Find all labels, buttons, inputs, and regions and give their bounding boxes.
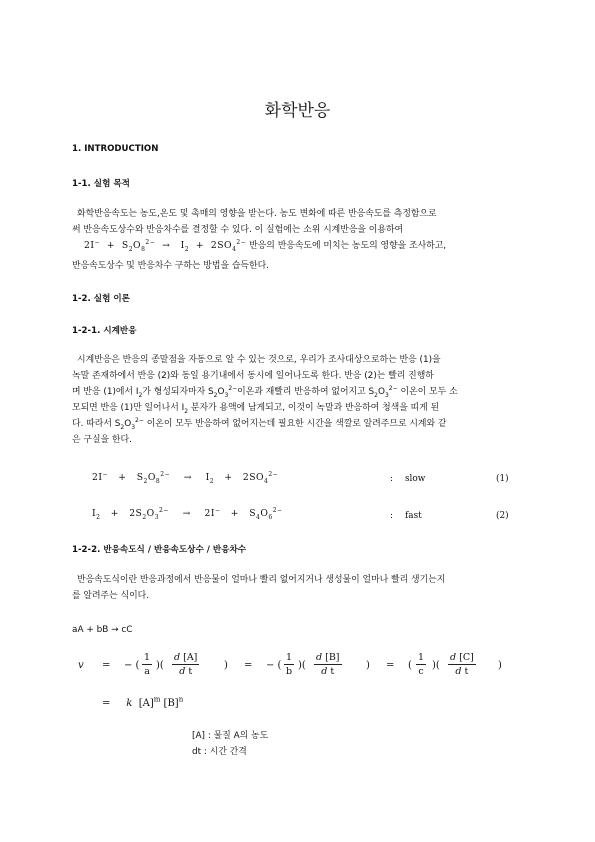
page-title: 화학반응 [264, 101, 331, 121]
clock-line-5: 다. 따라서 $S_2O_3^{2-}$ 이온이 모두 반응하여 없어지는데 필요한 시간을 색깔로 알려주므로 시계와 같 [72, 417, 447, 431]
clock-line-5b: 이온이 모두 반응하여 없어지는데 필요한 시간을 색깔로 알려주므로 시계와 같 [143, 419, 447, 429]
equals-sign-1: = [102, 660, 111, 671]
clock-line-3c: 이온과 재빨리 반응하여 없어지고 S [237, 387, 375, 397]
paren-close-a: ) [224, 660, 228, 671]
minus-open-a: − ( [124, 660, 140, 671]
paren-close-b: ) [366, 660, 370, 671]
section-heading-theory: 1-2. 실험 이론 [72, 294, 130, 304]
reaction-1-colon: : [390, 474, 393, 484]
reaction-2-colon: : [390, 511, 393, 521]
fraction-1-over-a: $\frac{1}{a}$ [144, 652, 151, 677]
fraction-dB-dt: $\frac{d [B]}{\text{d t}}$ [316, 652, 340, 677]
purpose-line-1: 화학반응속도는 농도,온도 및 촉매의 영향을 받는다. 농도 변화에 따른 반응속도를 측정함으로 [77, 209, 437, 219]
equals-sign-3: = [386, 660, 395, 671]
clock-line-1: 시계반응은 반응의 종말점을 자동으로 알 수 있는 것으로, 우리가 조사대상으로하는 반응 (1)을 [77, 355, 441, 365]
fraction-dC-dt: $\frac{d [C]}{\text{d t}}$ [450, 652, 474, 677]
section-heading-rate-law: 1-2-2. 반응속도식 / 반응속도상수 / 반응차수 [72, 545, 247, 555]
fraction-dA-dt: $\frac{d [A]}{\text{d t}}$ [174, 652, 198, 677]
minus-open-b: − ( [266, 660, 282, 671]
clock-line-4: 모되면 반응 (1)만 일어나서 $I_2$ 분자가 용액에 남게되고, 이것이 녹말과 반응하여 청색을 띠게 된 [72, 403, 440, 415]
paren-close-open-b: )( [298, 660, 306, 671]
fraction-1-over-b: $\frac{1}{b}$ [285, 652, 293, 677]
rate-line-1: 반응속도식이란 반응과정에서 반응물이 얼마나 빨리 없어지거나 생성물이 얼마나 빨리 생기는지 [77, 575, 446, 585]
clock-line-3: 며 반응 (1)에서 $I_2$가 형성되자마자 $S_2O_3^{2-}$이온과 재빨리 반응하여 없어지고 $S_2O_3^{2-}$ 이온이 모두 소 [72, 385, 458, 399]
rate-line-2: 를 알려주는 식이다. [72, 591, 150, 601]
fraction-1-over-c: $\frac{1}{c}$ [418, 652, 425, 677]
clock-line-3a: 며 반응 (1)에서 I [72, 387, 139, 397]
reaction-1-label: (1) [496, 474, 509, 484]
general-reaction: aA + bB → cC [72, 625, 133, 635]
purpose-line-2b: 반응의 반응속도에 미치는 농도의 영향을 조사하고, [249, 241, 447, 251]
clock-line-5a: 다. 따라서 S [72, 419, 121, 429]
section-heading-purpose: 1-1. 실험 목적 [72, 179, 130, 189]
definition-time: dt : 시간 간격 [192, 747, 247, 757]
reaction-2-speed: fast [405, 511, 422, 521]
clock-line-3b: 가 형성되자마자 S [142, 387, 214, 397]
clock-line-6: 은 구실을 한다. [72, 435, 132, 445]
reaction-2-label: (2) [496, 511, 509, 521]
paren-close-open-c: )( [432, 660, 440, 671]
clock-line-3d: 이온이 모두 소 [397, 387, 458, 397]
section-heading-clock-reaction: 1-2-1. 시계반응 [72, 326, 137, 336]
reaction-1-speed: slow [405, 474, 426, 484]
clock-line-4a: 모되면 반응 (1)만 일어나서 I [72, 403, 185, 413]
purpose-equation: $2I^- + S_2O_8^{2-} \to I_2 + 2SO_4^{2-}$ 반응의 반응속도에 미치는 농도의 영향을 조사하고, [84, 238, 447, 253]
clock-line-2: 녹말 존재하에서 반응 (2)와 동일 용기내에서 동시에 일어나도록 한다. 반응 (2)는 빨리 진행하 [72, 371, 434, 381]
reaction-1-equation: $2I^- + S_2O_8^{2-}$ → $I_2 + 2SO_4^{2-}$ [92, 470, 279, 485]
clock-line-4b: 분자가 용액에 남게되고, 이것이 녹말과 반응하여 청색을 띠게 된 [188, 403, 440, 413]
definition-concentration: [A] : 물질 A의 농도 [192, 731, 269, 741]
rate-symbol-v: v [78, 660, 84, 671]
paren-close-open-a: )( [156, 660, 164, 671]
paren-close-c: ) [498, 660, 502, 671]
equals-sign-2: = [244, 660, 253, 671]
section-heading-introduction: 1. INTRODUCTION [72, 144, 159, 154]
reaction-2-equation: $I_2 + 2S_2O_3^{2-}$ → $2I^- + S_4O_6^{2-}$ [92, 506, 283, 521]
open-c: ( [408, 660, 412, 671]
purpose-line-2: 써 반응속도상수와 반응차수를 결정할 수 있다. 이 실험에는 소위 시계반응을 이용하여 [72, 225, 404, 235]
purpose-line-3: 반응속도상수 및 반응차수 구하는 방법을 습득한다. [72, 261, 269, 271]
rate-law-equation: = k $[A]^m$ $[B]^n$ [102, 695, 184, 709]
